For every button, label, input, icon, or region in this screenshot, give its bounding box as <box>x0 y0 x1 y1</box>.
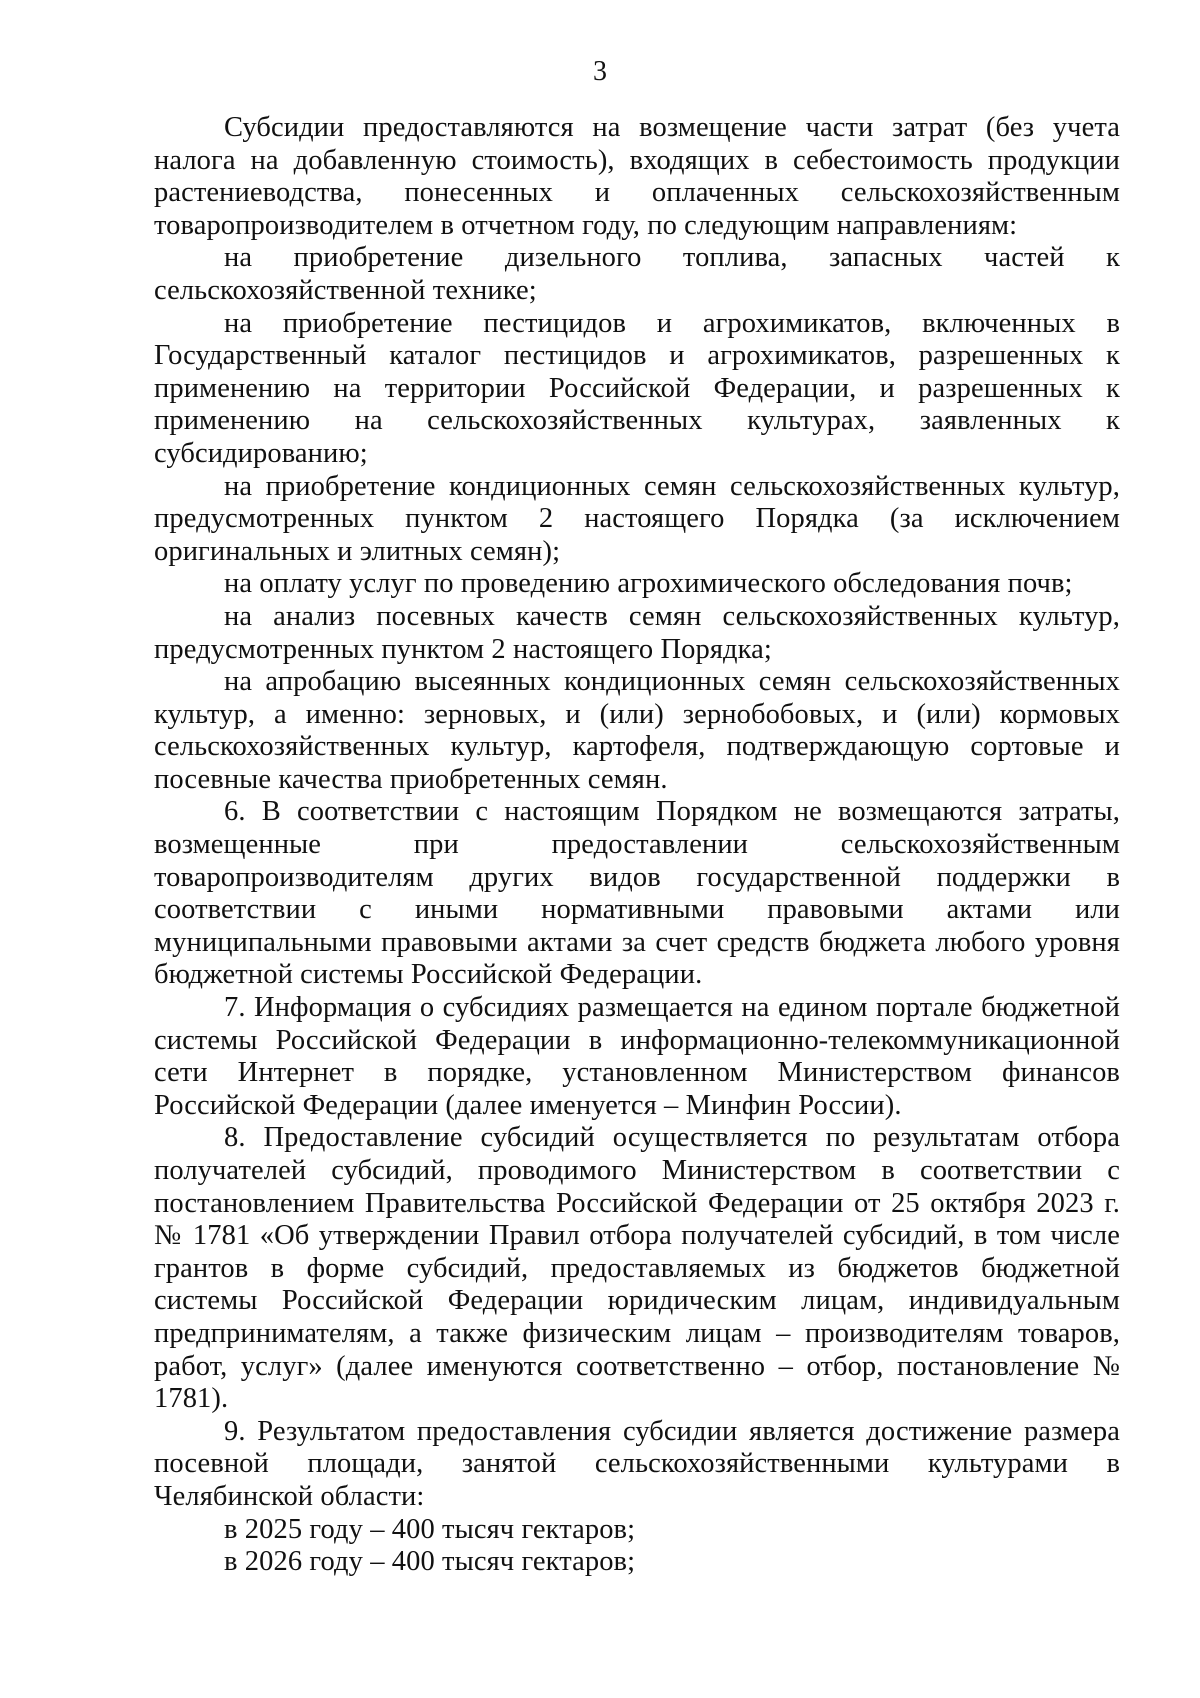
paragraph-seed-approbation: на апробацию высеянных кондиционных семян сельскохозяйственных культур, а именно: зерновых, и (или) зернобобовых, и (или) кормовых сельскохозяйственных культур, картофеля, подтверждающую сортовые и посевные качества приобретенных семян. <box>154 666 1120 795</box>
paragraph-pesticides: на приобретение пестицидов и агрохимикатов, включенных в Государственный каталог пестицидов и агрохимикатов, разрешенных к применению на территории Российской Федерации, и разрешенных к применению на сельскохозяйственных культурах, заявленных к субсидированию; <box>154 307 1120 469</box>
paragraph-fuel-parts: на приобретение дизельного топлива, запасных частей к сельскохозяйственной технике; <box>154 242 1120 306</box>
paragraph-target-2025: в 2025 году – 400 тысяч гектаров; <box>224 1513 636 1545</box>
document-body <box>154 112 1120 1579</box>
paragraph-item-7: 7. Информация о субсидиях размещается на едином портале бюджетной системы Российской Федерации в информационно-телекоммуникационной сети Интернет в порядке, установленном Министерством финансов Российской Федерации (далее именуется – Минфин России). <box>154 992 1120 1121</box>
page-number: 3 <box>593 56 607 87</box>
paragraph-target-2026: в 2026 году – 400 тысяч гектаров; <box>224 1546 636 1578</box>
paragraph-item-6: 6. В соответствии с настоящим Порядком не возмещаются затраты, возмещенные при предоставлении сельскохозяйственным товаропроизводителям других видов государственной поддержки в соответствии с иными нормативными правовыми актами или муниципальными правовыми актами за счет средств бюджета любого уровня бюджетной системы Российской Федерации. <box>154 796 1120 991</box>
paragraph-seeds: на приобретение кондиционных семян сельскохозяйственных культур, предусмотренных пунктом 2 настоящего Порядка (за исключением оригинальных и элитных семян); <box>154 470 1120 567</box>
paragraph-item-9: 9. Результатом предоставления субсидии является достижение размера посевной площади, занятой сельскохозяйственными культурами в Челябинской области: <box>154 1415 1120 1512</box>
paragraph-seed-analysis: на анализ посевных качеств семян сельскохозяйственных культур, предусмотренных пунктом 2 настоящего Порядка; <box>154 600 1120 665</box>
paragraph-item-8: 8. Предоставление субсидий осуществляется по результатам отбора получателей субсидий, проводимого Министерством в соответствии с постановлением Правительства Российской Федерации от 25 октября 2023 г. № 1781 «Об утверждении Правил отбора получателей субсидий, в том числе грантов в форме субсидий, предоставляемых из бюджетов бюджетной системы Российской Федерации юридическим лицам, индивидуальным предпринимателям, а также физическим лицам – производителям товаров, работ, услуг» (далее именуются соответственно – отбор, постановление № 1781). <box>154 1122 1120 1415</box>
paragraph-soil-survey: на оплату услуг по проведению агрохимического обследования почв; <box>224 568 1073 600</box>
paragraph-subsidy-purpose: Субсидии предоставляются на возмещение части затрат (без учета налога на добавленную стоимость), входящих в себестоимость продукции растениеводства, понесенных и оплаченных сельскохозяйственным товаропроизводителем в отчетном году, по следующим направлениям: <box>154 112 1120 241</box>
